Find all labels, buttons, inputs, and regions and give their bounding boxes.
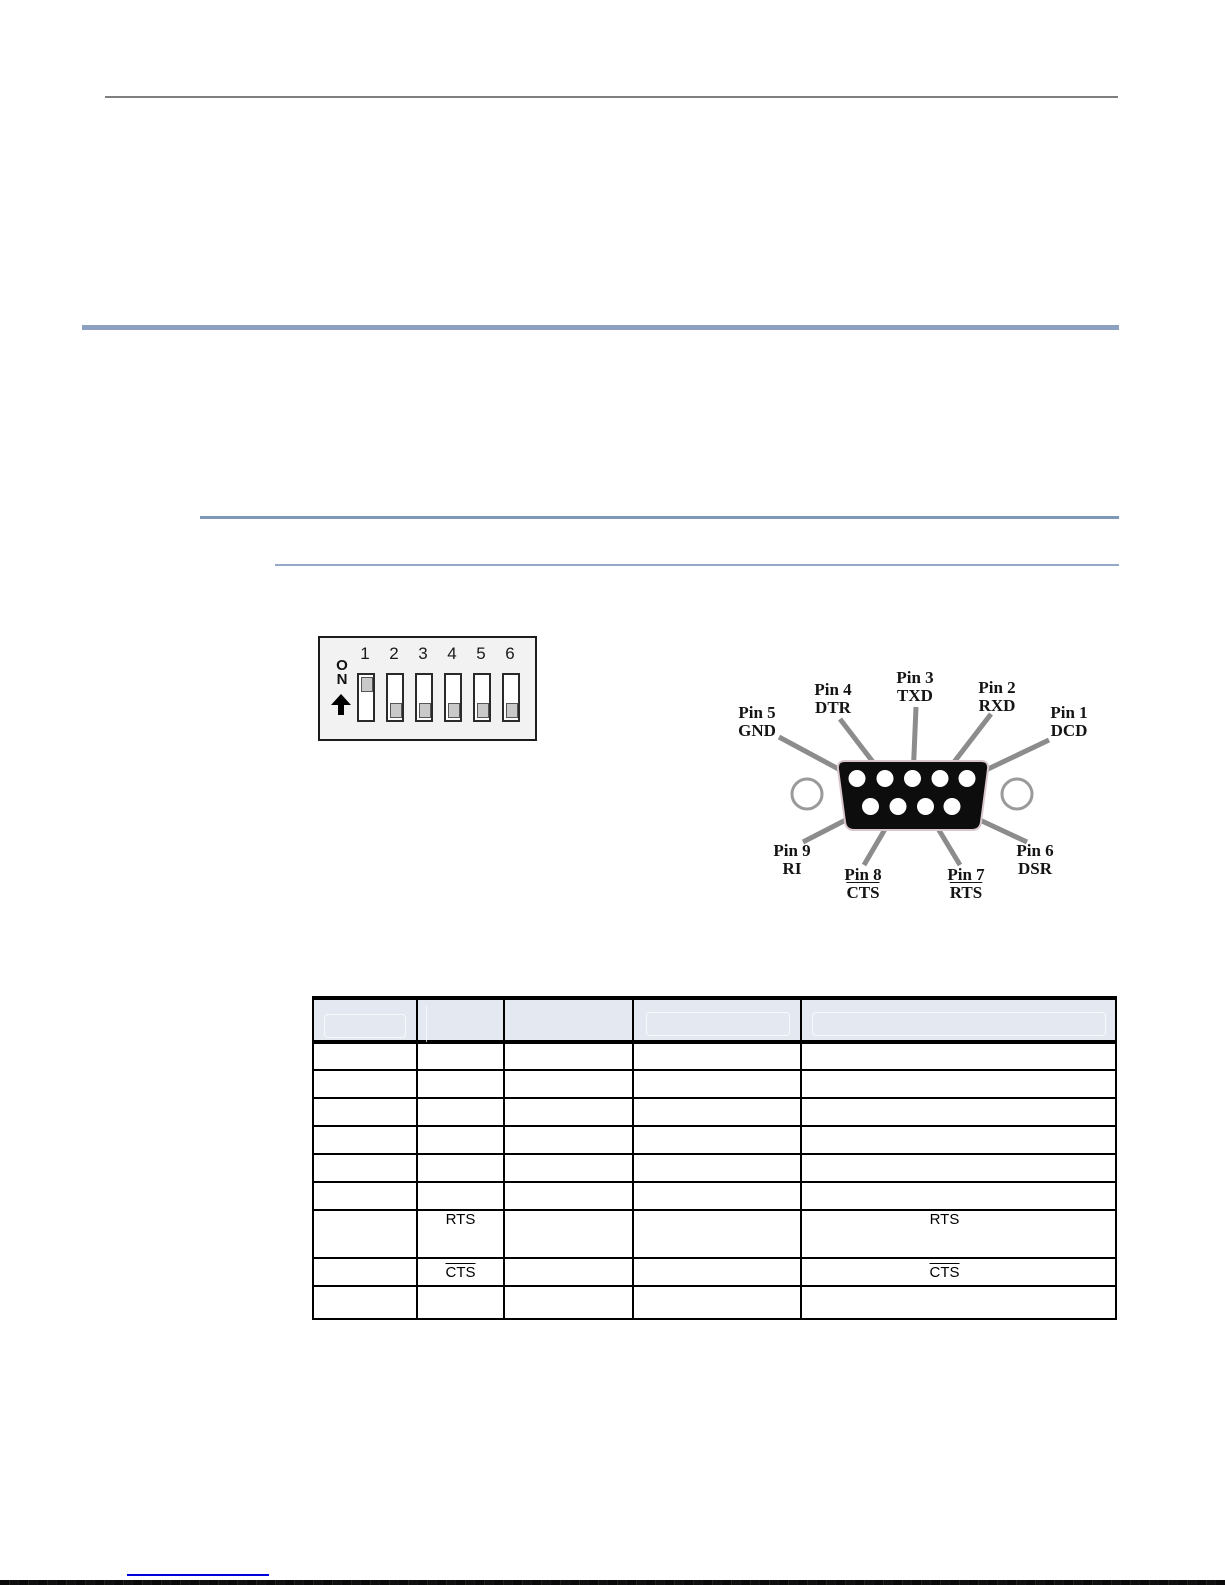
cts-signal-cell: $\overline{CTS}$: [801, 1258, 1116, 1286]
top-rule: [105, 96, 1118, 98]
rts-signal-cell: $\overline{RTS}$: [801, 1210, 1116, 1258]
label-pin4-dtr: Pin 4 DTR: [814, 680, 852, 717]
table-row: [313, 1286, 1116, 1319]
table-row: [313, 1098, 1116, 1126]
rts-signal-cell: $\overline{RTS}$: [417, 1210, 504, 1258]
footer-link-underline[interactable]: [127, 1574, 269, 1576]
table-header-cell: [801, 998, 1116, 1042]
switch-knob: [419, 703, 431, 718]
switch-knob: [448, 703, 460, 718]
switch-knob: [390, 703, 402, 718]
table-row-cts: [313, 1258, 1116, 1286]
dip-number-4: 4: [447, 644, 457, 663]
dip-switch-6: [502, 673, 520, 722]
cts-signal-cell: $\overline{CTS}$: [417, 1258, 504, 1286]
dip-switch-figure: [318, 636, 537, 741]
table-row-rts: [313, 1210, 1116, 1258]
switch-knob: [506, 703, 518, 718]
pin-table: [312, 996, 1117, 1320]
dip-switch-1: [357, 673, 375, 722]
dip-number-3: 3: [418, 644, 428, 663]
table-row: [313, 1070, 1116, 1098]
dip-number-5: 5: [476, 644, 486, 663]
table-header-cell: [417, 998, 504, 1042]
label-pin6-dsr: Pin 6 DSR: [1016, 841, 1054, 878]
section-divider-bar: [82, 325, 1119, 330]
header-ghost: [646, 1012, 790, 1036]
switch-knob: [361, 677, 373, 692]
dip-on-label: [334, 659, 350, 687]
label-pin7-rts: Pin 7 $\overline{RTS}$: [947, 865, 985, 902]
header-ghost: [324, 1014, 406, 1038]
table-row: [313, 1182, 1116, 1210]
dip-switch-3: [415, 673, 433, 722]
label-pin1-dcd: Pin 1 DCD: [1050, 703, 1088, 740]
table-header-cell: [504, 998, 633, 1042]
heading-rule-2: [275, 564, 1119, 566]
dip-number-2: 2: [389, 644, 399, 663]
header-ghost: [812, 1012, 1106, 1036]
header-ghost: [426, 1006, 427, 1042]
label-pin8-cts: Pin 8 $\overline{CTS}$: [844, 865, 882, 902]
mounting-hole-right: [1002, 779, 1032, 809]
label-pin3-txd: Pin 3 TXD: [896, 668, 934, 705]
dip-on-label-n: N: [336, 671, 348, 688]
dip-number-6: 6: [505, 644, 515, 663]
dip-switch-4: [444, 673, 462, 722]
table-row: [313, 1126, 1116, 1154]
page-bottom-edge: [0, 1580, 1225, 1585]
table-header-row: [313, 998, 1116, 1042]
switch-knob: [477, 703, 489, 718]
dip-switch-5: [473, 673, 491, 722]
table-row: [313, 1154, 1116, 1182]
table-row: [313, 1042, 1116, 1070]
dip-number-1: 1: [360, 644, 370, 663]
label-pin2-rxd: Pin 2 RXD: [978, 678, 1016, 715]
label-pin5-gnd: Pin 5 GND: [738, 703, 776, 740]
table-header-cell: [633, 998, 801, 1042]
up-arrow-icon: [331, 694, 351, 715]
table-header-cell: [313, 998, 417, 1042]
heading-rule-1: [200, 516, 1119, 519]
dip-switch-2: [386, 673, 404, 722]
mounting-hole-left: [792, 779, 822, 809]
label-pin9-ri: Pin 9 RI: [773, 841, 811, 878]
dip-on-label-o: O: [336, 657, 348, 674]
